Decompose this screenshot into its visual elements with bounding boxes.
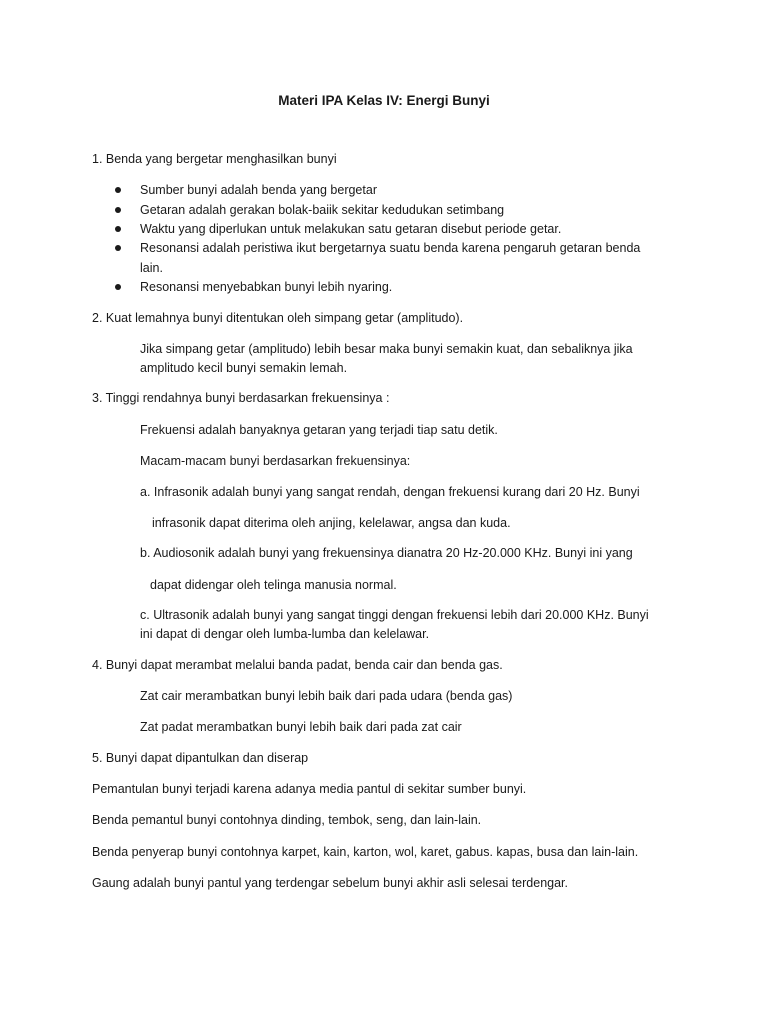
section-4-paragraph-1: Zat cair merambatkan bunyi lebih baik dari pada udara (benda gas) (140, 689, 513, 703)
document-title: Materi IPA Kelas IV: Energi Bunyi (278, 93, 490, 108)
bullet-dot (115, 226, 121, 232)
ultrasonic-line-2: ini dapat di dengar oleh lumba-lumba dan kelelawar. (140, 627, 430, 641)
section-1-bullet-2: Getaran adalah gerakan bolak-baiik sekitar kedudukan setimbang (140, 203, 505, 217)
section-1-bullet-4-continued: lain. (140, 261, 163, 275)
bullet-dot (115, 284, 121, 290)
section-1-bullet-4: Resonansi adalah peristiwa ikut bergetarnya suatu benda karena pengaruh getaran benda (140, 241, 641, 255)
infrasonic-line-1: a. Infrasonik adalah bunyi yang sangat rendah, dengan frekuensi kurang dari 20 Hz. Bunyi (140, 485, 640, 499)
section-5-paragraph-1: Pemantulan bunyi terjadi karena adanya media pantul di sekitar sumber bunyi. (92, 782, 527, 796)
bullet-dot (115, 207, 121, 213)
sound-types-intro: Macam-macam bunyi berdasarkan frekuensinya: (140, 454, 411, 468)
section-2-paragraph-line-2: amplitudo kecil bunyi semakin lemah. (140, 361, 348, 375)
section-1-bullet-5: Resonansi menyebabkan bunyi lebih nyaring. (140, 280, 393, 294)
bullet-dot (115, 245, 121, 251)
section-4-paragraph-2: Zat padat merambatkan bunyi lebih baik dari pada zat cair (140, 720, 462, 734)
section-1-bullet-1: Sumber bunyi adalah benda yang bergetar (140, 183, 377, 197)
audiosonic-line-1: b. Audiosonik adalah bunyi yang frekuensinya dianatra 20 Hz-20.000 KHz. Bunyi ini yang (140, 546, 633, 560)
ultrasonic-line-1: c. Ultrasonik adalah bunyi yang sangat tinggi dengan frekuensi lebih dari 20.000 KHz. Bunyi (140, 608, 649, 622)
section-2-paragraph-line-1: Jika simpang getar (amplitudo) lebih besar maka bunyi semakin kuat, dan sebaliknya jika (140, 342, 633, 356)
frequency-definition: Frekuensi adalah banyaknya getaran yang terjadi tiap satu detik. (140, 423, 498, 437)
audiosonic-line-2: dapat didengar oleh telinga manusia normal. (150, 578, 397, 592)
section-2-heading: 2. Kuat lemahnya bunyi ditentukan oleh simpang getar (amplitudo). (92, 311, 464, 325)
bullet-dot (115, 187, 121, 193)
section-5-heading: 5. Bunyi dapat dipantulkan dan diserap (92, 751, 309, 765)
section-5-paragraph-3: Benda penyerap bunyi contohnya karpet, kain, karton, wol, karet, gabus. kapas, busa dan lain-lain. (92, 845, 639, 859)
section-1-heading: 1. Benda yang bergetar menghasilkan bunyi (92, 152, 337, 166)
section-4-heading: 4. Bunyi dapat merambat melalui banda padat, benda cair dan benda gas. (92, 658, 503, 672)
section-5-paragraph-2: Benda pemantul bunyi contohnya dinding, tembok, seng, dan lain-lain. (92, 813, 482, 827)
infrasonic-line-2: infrasonik dapat diterima oleh anjing, kelelawar, angsa dan kuda. (152, 516, 511, 530)
section-5-paragraph-4: Gaung adalah bunyi pantul yang terdengar sebelum bunyi akhir asli selesai terdengar. (92, 876, 569, 890)
section-1-bullet-3: Waktu yang diperlukan untuk melakukan satu getaran disebut periode getar. (140, 222, 562, 236)
section-3-heading: 3. Tinggi rendahnya bunyi berdasarkan frekuensinya : (92, 391, 390, 405)
